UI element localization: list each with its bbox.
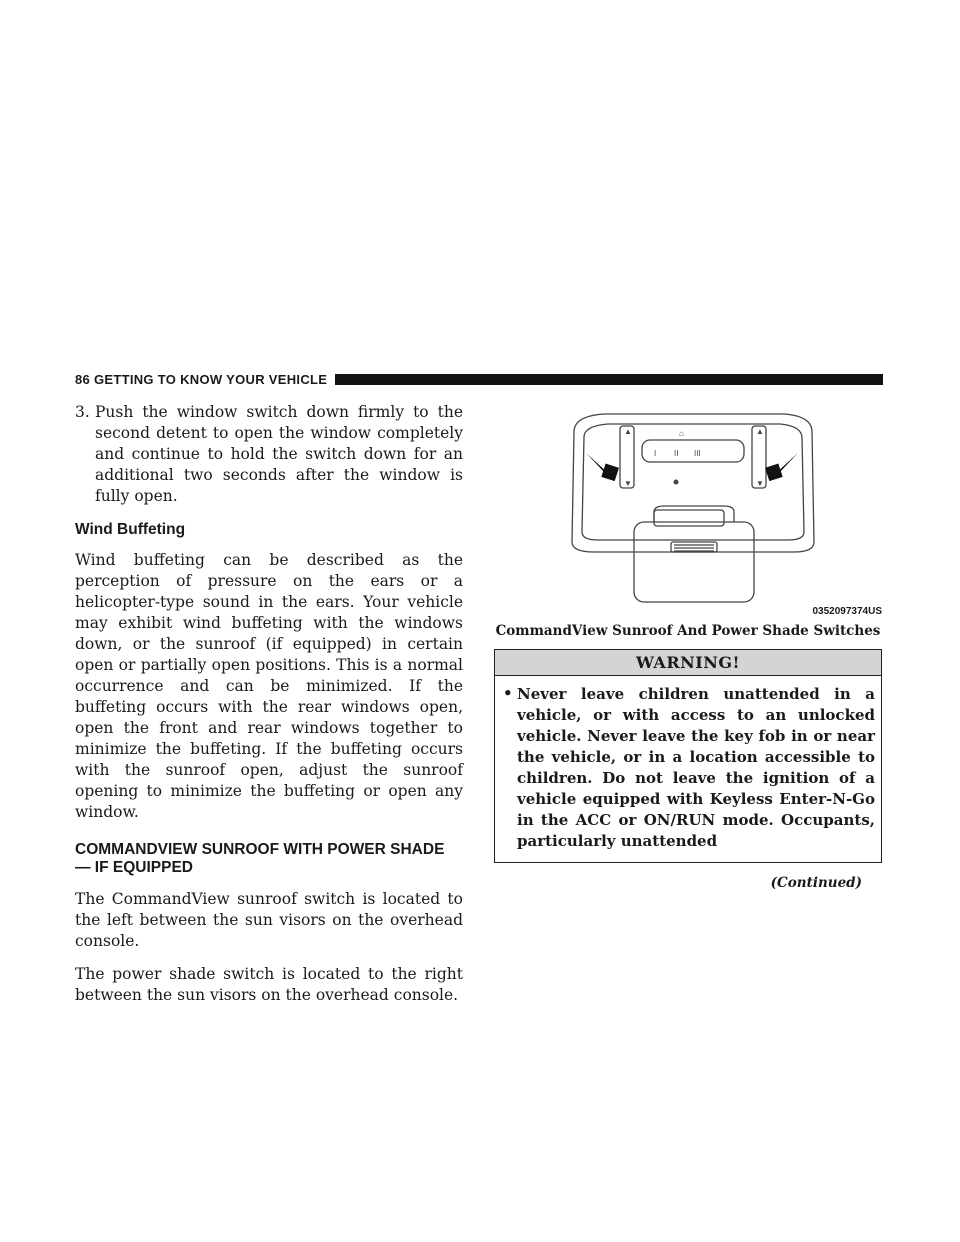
figure-code: 0352097374US xyxy=(812,606,882,617)
figure-caption: CommandView Sunroof And Power Shade Switches xyxy=(495,623,881,639)
warning-text: Never leave children unattended in a vehicle, or with access to an unlocked vehicle. Never leave the key fob in or near the vehicle, or in a location accessible to children. Do not leave the ignition of a vehicle equipped with Keyless Enter-N-Go in the ACC or ON/RUN mode. Occupants, particularly unattended xyxy=(517,685,875,850)
step-number: 3. xyxy=(75,403,90,421)
svg-text:▼: ▼ xyxy=(624,479,632,488)
svg-text:▼: ▼ xyxy=(756,479,764,488)
wind-buffeting-body: Wind buffeting can be described as the perception of pressure on the ears or a helicopter-type sound in the ears. Your vehicle may exhibit wind buffeting with the windows down, or the sunroof (if equipped) in certain open or partially open positions. This is a normal occurrence and can be minimized. If the buffeting occurs with the rear windows open, open the front and rear windows together to minimize the buffeting. If the buffeting occurs with the sunroof open, adjust the sunroof opening to minimize the buffeting or open any window. xyxy=(75,551,463,821)
commandview-heading-line2: — IF EQUIPPED xyxy=(75,859,193,876)
page-header-title: 86 GETTING TO KNOW YOUR VEHICLE xyxy=(75,371,328,387)
warning-box xyxy=(494,649,882,863)
warning-bullet: • xyxy=(503,684,513,702)
svg-text:⌂: ⌂ xyxy=(679,429,684,438)
step-text: Push the window switch down firmly to the second detent to open the window completely and continue to hold the switch down for an additional two seconds after the window is fully open. xyxy=(95,403,463,505)
svg-text:▲: ▲ xyxy=(624,427,632,436)
warning-body xyxy=(495,676,881,862)
warning-title: WARNING! xyxy=(495,650,881,676)
commandview-para-2: The power shade switch is located to the right between the sun visors on the overhead console. xyxy=(75,965,463,1004)
right-column xyxy=(494,402,882,891)
header-rule xyxy=(335,374,883,385)
svg-text:III: III xyxy=(694,449,701,458)
left-column xyxy=(75,402,463,1018)
page-header xyxy=(75,370,883,388)
commandview-para-1: The CommandView sunroof switch is located to the left between the sun visors on the overhead console. xyxy=(75,890,463,950)
commandview-heading xyxy=(75,841,463,877)
step-3 xyxy=(75,402,463,507)
svg-text:II: II xyxy=(674,449,679,458)
commandview-heading-line1: COMMANDVIEW SUNROOF WITH POWER SHADE xyxy=(75,841,445,858)
svg-text:▲: ▲ xyxy=(756,427,764,436)
overhead-console-figure xyxy=(494,402,882,617)
overhead-console-illustration xyxy=(494,402,882,617)
svg-text:I: I xyxy=(654,449,657,458)
wind-buffeting-heading: Wind Buffeting xyxy=(75,521,186,538)
continued-label: (Continued) xyxy=(770,875,862,891)
